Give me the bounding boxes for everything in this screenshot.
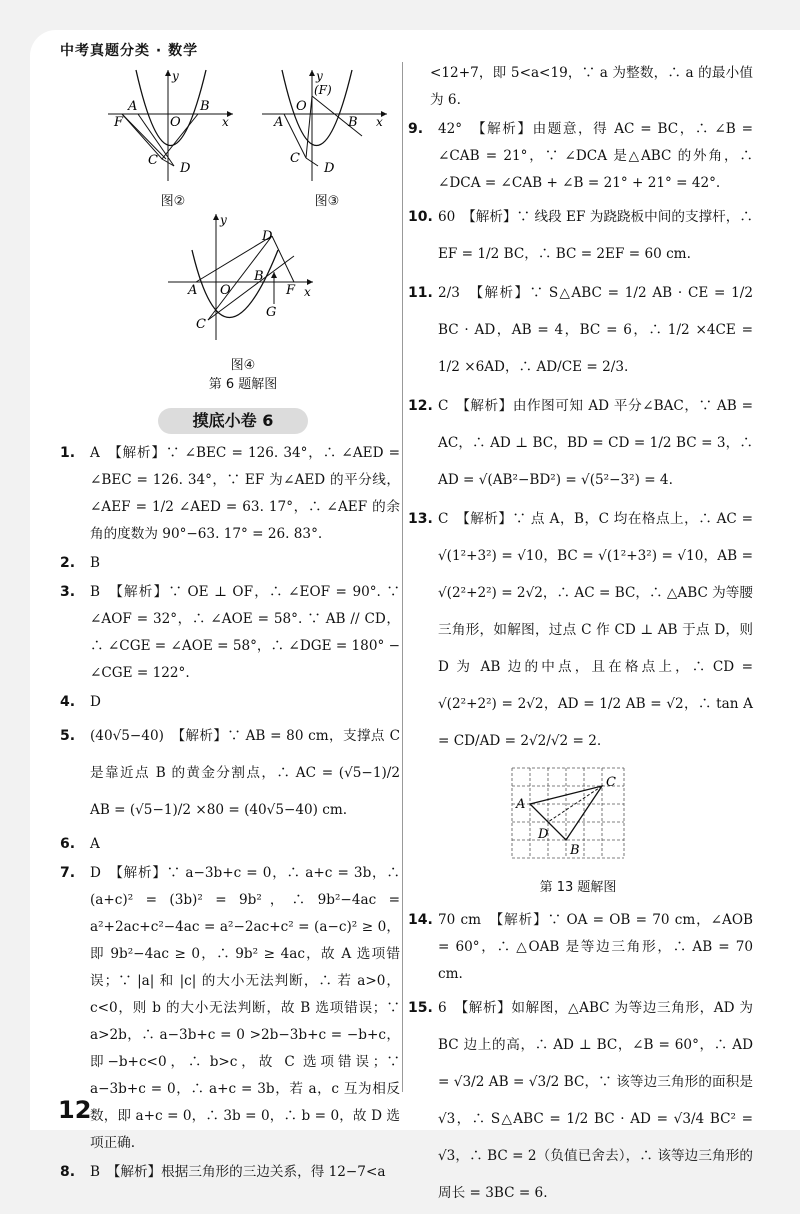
answer-item-2 [60, 550, 400, 577]
figure-4-caption: 图④ [230, 358, 256, 373]
answer-item-11 [408, 275, 753, 386]
item-number: 14. [408, 912, 433, 928]
figure-3-caption: 图③ [314, 194, 340, 209]
svg-text:A: A [516, 797, 526, 812]
item-text: 6 【解析】如解图，△ABC 为等边三角形，AD 为 BC 边上的高，∴ AD ⊥ BC，∠B = 60°，∴ AD = √3/2 AB = √3/2 BC，∵ 该等边三角形的面积是√3，∴ S△ABC = 1/2 BC · AD = √3/4 BC² = √3，∴ BC = 2（负值已舍去），∴ 该等边三角形的周长 = 3BC = 6. [438, 1000, 753, 1201]
svg-text:C: C [148, 153, 158, 168]
svg-text:A: A [274, 115, 284, 130]
figure-4-graph [168, 210, 318, 350]
answer-item-5 [60, 718, 400, 829]
answer-item-14 [408, 907, 753, 988]
page-number: 12 [58, 1096, 92, 1124]
answer-item-10 [408, 199, 753, 273]
answer-item-4 [60, 689, 400, 716]
section-title: 摸底小卷 6 [158, 408, 308, 434]
svg-text:F: F [286, 283, 296, 298]
item-number: 4. [60, 694, 76, 710]
answer-item-9 [408, 116, 753, 197]
figure-2 [108, 66, 238, 209]
item-text: 2/3 【解析】∵ S△ABC = 1/2 AB · CE = 1/2 BC · AD，AB = 4，BC = 6，∴ 1/2 ×4CE = 1/2 ×6AD，∴ AD/CE = 2/3. [438, 285, 753, 375]
item-text: D [90, 694, 101, 710]
figure-13-grid [508, 764, 628, 864]
item-text: B [90, 555, 100, 571]
answer-item-7 [60, 860, 400, 1157]
svg-text:O: O [170, 115, 181, 130]
svg-text:O: O [296, 99, 307, 114]
figure-2-graph [108, 66, 238, 186]
svg-text:(F): (F) [314, 83, 332, 97]
item-text: A 【解析】∵ ∠BEC = 126. 34°，∴ ∠AED = ∠BEC = 126. 34°，∵ EF 为∠AED 的平分线，∠AEF = 1/2 ∠AED = 63. 17°，∴ ∠AEF 的余角的度数为 90°−63. 17° = 26. 83°. [90, 445, 400, 542]
svg-text:G: G [266, 305, 277, 320]
item-number: 5. [60, 728, 76, 744]
figure-3-graph [262, 66, 392, 186]
svg-text:O: O [220, 283, 231, 298]
item-number: 11. [408, 285, 433, 301]
svg-text:C: C [290, 151, 300, 166]
item-text: 42° 【解析】由题意，得 AC = BC，∴ ∠B = ∠CAB = 21°，∵ ∠DCA 是△ABC 的外角，∴ ∠DCA = ∠CAB + ∠B = 21° + 21° = 42°. [438, 121, 753, 191]
item-text: C 【解析】由作图可知 AD 平分∠BAC，∵ AB = AC，∴ AD ⊥ BC，BD = CD = 1/2 BC = 3，∴ AD = √(AB²−BD²) = √(5²−3²) = 4. [438, 398, 753, 488]
answer-item-13 [408, 501, 753, 760]
item-number: 9. [408, 121, 424, 137]
item-text: A [90, 836, 100, 852]
left-column [60, 440, 400, 1188]
answer-item-8 [60, 1159, 400, 1186]
svg-text:C: C [196, 317, 206, 332]
svg-text:A: A [188, 283, 198, 298]
svg-text:D: D [538, 827, 549, 842]
answer-item-15 [408, 990, 753, 1212]
item-number: 12. [408, 398, 433, 414]
item-text: 60 【解析】∵ 线段 EF 为跷跷板中间的支撑杆，∴ EF = 1/2 BC，∴ BC = 2EF = 60 cm. [438, 209, 753, 262]
figure-13 [508, 764, 648, 901]
answer-item-12 [408, 388, 753, 499]
answer-item-6 [60, 831, 400, 858]
item-text: D 【解析】∵ a−3b+c = 0，∴ a+c = 3b，∴ (a+c)² = (3b)² = 9b²，∴ 9b²−4ac = a²+2ac+c²−4ac = a²−2ac+c² = (a−c)² ≥ 0，即 9b²−4ac ≥ 0，∴ 9b² ≥ 4ac，故 A 选项错误；∵ |a| 和 |c| 的大小无法判断，∴ 若 a>0，c<0，则 b 的大小无法判断，故 B 选项错误；∵ a>2b，∴ a−3b+c = 0 >2b−3b+c = −b+c，即−b+c<0，∴ b>c，故 C 选项错误；∵ a−3b+c = 0，∴ a+c = 3b，若 a，c 互为相反数，即 a+c = 0，∴ 3b = 0，∴ b = 0，故 D 选项正确. [90, 865, 400, 1151]
svg-text:y: y [172, 69, 179, 83]
item-text: B 【解析】∵ OE ⊥ OF，∴ ∠EOF = 90°. ∵ ∠AOF = 32°，∴ ∠AOE = 58°. ∵ AB // CD，∴ ∠CGE = ∠AOE = 58°，∴ ∠DGE = 180° − ∠CGE = 122°. [90, 584, 400, 681]
item-number: 15. [408, 1000, 433, 1016]
svg-text:A: A [128, 99, 138, 114]
item-text: B 【解析】根据三角形的三边关系，得 12−7<a [90, 1164, 386, 1180]
figure-4 [168, 210, 318, 395]
svg-text:x: x [376, 115, 383, 129]
svg-text:B: B [570, 843, 580, 858]
item-number: 8. [60, 1164, 76, 1180]
figure-2-caption: 图② [160, 194, 186, 209]
svg-text:D: D [180, 161, 191, 176]
running-header: 中考真题分类 · 数学 [60, 43, 199, 59]
item-number: 1. [60, 445, 76, 461]
svg-text:y: y [316, 69, 323, 83]
item-number: 10. [408, 209, 433, 225]
column-divider [402, 62, 403, 1092]
right-column [408, 60, 753, 1214]
svg-text:D: D [262, 229, 273, 244]
svg-text:C: C [606, 775, 616, 790]
svg-text:B: B [348, 115, 358, 130]
svg-text:B: B [200, 99, 210, 114]
item-text: <12+7，即 5<a<19，∵ a 为整数，∴ a 的最小值为 6. [430, 65, 753, 108]
item-text: (40√5−40) 【解析】∵ AB = 80 cm，支撑点 C 是靠近点 B 的黄金分割点，∴ AC = (√5−1)/2 AB = (√5−1)/2 ×80 = (40√5−40) cm. [90, 728, 400, 818]
svg-text:y: y [220, 213, 227, 227]
figure-6-caption: 第 6 题解图 [208, 377, 278, 392]
svg-text:x: x [304, 285, 311, 299]
answer-item-3 [60, 579, 400, 687]
svg-text:B: B [254, 269, 264, 284]
item-number: 2. [60, 555, 76, 571]
answer-item-8-continued [408, 60, 753, 114]
item-number: 6. [60, 836, 76, 852]
svg-text:D: D [324, 161, 335, 176]
item-number: 3. [60, 584, 76, 600]
item-number: 13. [408, 511, 433, 527]
answer-item-1 [60, 440, 400, 548]
item-number: 7. [60, 865, 76, 881]
figure-3 [262, 66, 392, 209]
svg-text:F: F [114, 115, 124, 130]
figure-13-caption: 第 13 题解图 [539, 880, 617, 895]
item-text: C 【解析】∵ 点 A，B，C 均在格点上，∴ AC = √(1²+3²) = √10，BC = √(1²+3²) = √10，AB = √(2²+2²) = 2√2，∴ AC = BC，∴ △ABC 为等腰三角形，如解图，过点 C 作 CD ⊥ AB 于点 D，则 D 为 AB 边的中点，且在格点上，∴ CD = √(2²+2²) = 2√2，AD = 1/2 AB = √2，∴ tan A = CD/AD = 2√2/√2 = 2. [438, 511, 753, 749]
item-text: 70 cm 【解析】∵ OA = OB = 70 cm，∠AOB = 60°，∴ △OAB 是等边三角形，∴ AB = 70 cm. [438, 912, 753, 982]
svg-text:x: x [222, 115, 229, 129]
